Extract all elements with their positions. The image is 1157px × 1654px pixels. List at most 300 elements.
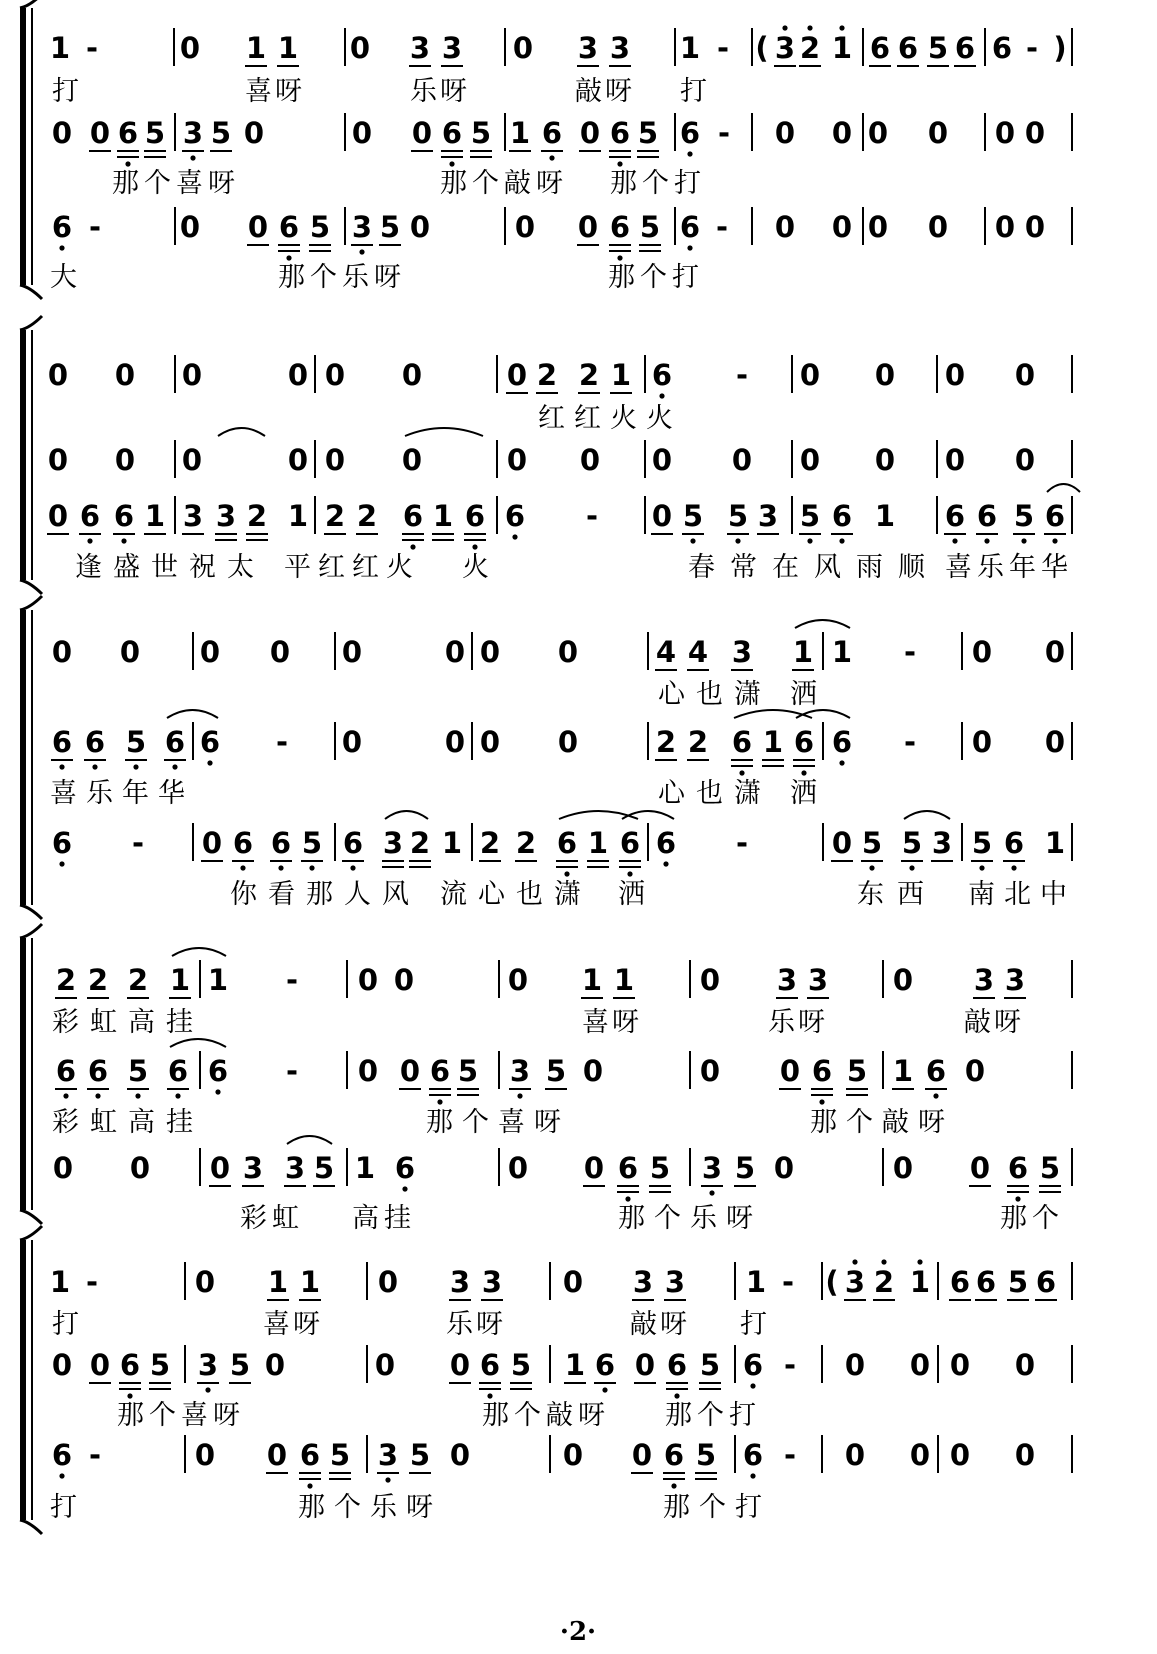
low-octave-dot	[207, 760, 212, 765]
system-bracket	[20, 330, 26, 580]
note-digit: 3	[1004, 963, 1026, 997]
note-digit: 6	[119, 1348, 141, 1382]
bracket-top-hook	[20, 596, 42, 610]
note-digit: 3	[774, 31, 796, 65]
note-digit: 3	[731, 635, 753, 669]
low-octave-dot	[687, 151, 692, 156]
note-digit: 5	[313, 1151, 335, 1185]
note-digit: 0	[1044, 725, 1066, 759]
note-digit: 0	[557, 635, 579, 669]
note-digit: 5	[329, 1438, 351, 1472]
note-digit: 1	[169, 963, 191, 997]
note-digit: 3	[844, 1265, 866, 1299]
note-digit: 0	[401, 443, 423, 477]
note-digit: 0	[631, 1438, 653, 1472]
note-digit: 3	[973, 963, 995, 997]
low-octave-dot	[437, 1099, 442, 1104]
high-octave-dot	[881, 1259, 886, 1264]
note-digit: 6	[1007, 1151, 1029, 1185]
note-digit: 0	[51, 1348, 73, 1382]
note-digit: 6	[609, 210, 631, 244]
note-digit: 2	[873, 1265, 895, 1299]
lyric-phrase: 敲呀	[630, 1309, 690, 1340]
note-digit: 0	[577, 210, 599, 244]
note-digit: 2	[655, 725, 677, 759]
note-digit: 1	[49, 31, 71, 65]
note-digit: 6	[731, 725, 753, 759]
slur	[385, 811, 428, 819]
extension-dash: -	[285, 1054, 299, 1088]
slur	[167, 710, 218, 718]
note-digit: 5	[510, 1348, 532, 1382]
note-digit: 0	[949, 1348, 971, 1382]
note-digit: 1	[564, 1348, 586, 1382]
note-digit: 0	[909, 1348, 931, 1382]
lyric-phrase: 春常在风雨顺	[688, 552, 940, 583]
slur	[218, 428, 265, 436]
note-digit: 6	[113, 499, 135, 533]
bracket-bottom-hook	[20, 285, 42, 299]
note-digit: 6	[679, 116, 701, 150]
low-octave-dot	[549, 155, 554, 160]
low-octave-dot	[602, 1387, 607, 1392]
low-octave-dot	[869, 865, 874, 870]
low-octave-dot	[449, 161, 454, 166]
note-digit: 1	[745, 1265, 767, 1299]
note-digit: 0	[964, 1054, 986, 1088]
note-digit: 2	[55, 963, 77, 997]
note-digit: 0	[699, 963, 721, 997]
note-digit: 0	[1024, 210, 1046, 244]
note-digit: 2	[246, 499, 268, 533]
note-digit: 3	[409, 31, 431, 65]
low-octave-dot	[801, 770, 806, 775]
lyric-phrase: 那个喜呀	[117, 1400, 245, 1431]
note-digit: 1	[267, 1265, 289, 1299]
note-digit: 6	[207, 1054, 229, 1088]
high-octave-dot	[807, 25, 812, 30]
note-digit: 1	[441, 826, 463, 860]
lyric-phrase: 那个喜呀	[112, 168, 240, 199]
lyric-phrase: 喜呀	[582, 1007, 642, 1038]
note-digit: 3	[242, 1151, 264, 1185]
note-digit: 2	[536, 358, 558, 392]
system-bracket	[20, 8, 26, 285]
note-digit: 0	[341, 635, 363, 669]
note-digit: 5	[927, 31, 949, 65]
note-digit: 6	[925, 1054, 947, 1088]
note-digit: 4	[687, 635, 709, 669]
note-digit: 0	[479, 635, 501, 669]
note-digit: 5	[649, 1151, 671, 1185]
note-digit: 3	[377, 1438, 399, 1472]
note-digit: 1	[613, 963, 635, 997]
note-digit: 0	[512, 31, 534, 65]
note-digit: 0	[773, 1151, 795, 1185]
note-digit: 5	[861, 826, 883, 860]
note-digit: 0	[243, 116, 265, 150]
note-digit: 6	[811, 1054, 833, 1088]
lyric-phrase: 那个喜呀	[426, 1107, 570, 1138]
low-octave-dot	[309, 865, 314, 870]
note-digit: 0	[266, 1438, 288, 1472]
note-digit: 5	[470, 116, 492, 150]
note-digit: 0	[507, 1151, 529, 1185]
note-digit: 0	[971, 725, 993, 759]
note-digit: 5	[409, 1438, 431, 1472]
note-digit: 6	[742, 1348, 764, 1382]
low-octave-dot	[627, 871, 632, 876]
note-digit: 0	[341, 725, 363, 759]
note-digit: 0	[874, 443, 896, 477]
slur	[172, 948, 226, 956]
extension-dash: -	[717, 116, 731, 150]
low-octave-dot	[512, 534, 517, 539]
note-digit: 0	[129, 1151, 151, 1185]
low-octave-dot	[121, 538, 126, 543]
note-digit: 1	[277, 31, 299, 65]
low-octave-dot	[1015, 1196, 1020, 1201]
low-octave-dot	[487, 1393, 492, 1398]
lyric-phrase: 洒	[790, 679, 817, 710]
note-digit: 3	[197, 1348, 219, 1382]
note-digit: 0	[89, 116, 111, 150]
note-digit: 0	[324, 443, 346, 477]
note-digit: 5	[309, 210, 331, 244]
note-digit: 0	[779, 1054, 801, 1088]
note-digit: 3	[701, 1151, 723, 1185]
lyric-phrase: 平红红火	[284, 552, 420, 583]
note-digit: 3	[757, 499, 779, 533]
note-digit: 2	[799, 31, 821, 65]
note-digit: 6	[55, 1054, 77, 1088]
low-octave-dot	[278, 865, 283, 870]
page-number: ·2·	[559, 1617, 597, 1647]
low-octave-dot	[671, 1483, 676, 1488]
low-octave-dot	[125, 161, 130, 166]
note-digit: 6	[464, 499, 486, 533]
note-digit: 0	[731, 443, 753, 477]
note-digit: 6	[619, 826, 641, 860]
lyric-phrase: 那个乐呀	[618, 1203, 762, 1234]
note-digit: 0	[562, 1265, 584, 1299]
note-digit: 0	[1044, 635, 1066, 669]
note-digit: 0	[1014, 1438, 1036, 1472]
note-digit: 5	[682, 499, 704, 533]
note-digit: 0	[507, 963, 529, 997]
low-octave-dot	[819, 1099, 824, 1104]
note-digit: 0	[994, 116, 1016, 150]
low-octave-dot	[984, 538, 989, 543]
note-digit: 6	[666, 1348, 688, 1382]
note-digit: 0	[867, 210, 889, 244]
note-digit: 5	[127, 1054, 149, 1088]
low-octave-dot	[1052, 538, 1057, 543]
note-digit: 1	[909, 1265, 931, 1299]
note-digit: 0	[114, 358, 136, 392]
note-digit: 6	[1044, 499, 1066, 533]
note-digit: 0	[47, 499, 69, 533]
lyric-phrase: 南北中	[968, 879, 1076, 910]
note-digit: 1	[610, 358, 632, 392]
note-digit: 5	[699, 1348, 721, 1382]
low-octave-dot	[410, 544, 415, 549]
slur	[734, 710, 812, 718]
note-digit: 6	[663, 1438, 685, 1472]
extension-dash: -	[715, 210, 729, 244]
slur	[796, 710, 850, 718]
low-octave-dot	[687, 245, 692, 250]
high-octave-dot	[839, 25, 844, 30]
low-octave-dot	[659, 393, 664, 398]
note-digit: 0	[892, 1151, 914, 1185]
low-octave-dot	[63, 1093, 68, 1098]
low-octave-dot	[59, 861, 64, 866]
lyric-phrase: 彩虹	[240, 1203, 304, 1234]
note-digit: 6	[954, 31, 976, 65]
note-digit: 2	[324, 499, 346, 533]
note-digit: 0	[774, 210, 796, 244]
note-digit: 0	[349, 31, 371, 65]
lyric-phrase: 红红火火	[538, 403, 682, 434]
low-octave-dot	[617, 161, 622, 166]
note-digit: 0	[944, 358, 966, 392]
extension-dash: -	[903, 635, 917, 669]
note-digit: 0	[377, 1265, 399, 1299]
extension-dash: -	[275, 725, 289, 759]
note-digit: 6	[51, 725, 73, 759]
note-digit: 5	[846, 1054, 868, 1088]
lyric-phrase: 心也潇	[658, 778, 772, 809]
note-digit: 3	[284, 1151, 306, 1185]
note-digit: 0	[1024, 116, 1046, 150]
note-digit: 0	[506, 443, 528, 477]
note-digit: 1	[831, 31, 853, 65]
slur	[1047, 484, 1080, 492]
low-octave-dot	[359, 249, 364, 254]
low-octave-dot	[674, 1393, 679, 1398]
bracket-top-hook	[20, 316, 42, 330]
note-digit: 6	[655, 826, 677, 860]
lyric-phrase: 打	[52, 1309, 79, 1340]
extension-dash: -	[735, 358, 749, 392]
note-digit: 6	[651, 358, 673, 392]
low-octave-dot	[135, 1093, 140, 1098]
note-digit: 6	[975, 1265, 997, 1299]
lyric-phrase: 那个乐呀	[278, 262, 406, 293]
extension-dash: -	[131, 826, 145, 860]
note-digit: 5	[1013, 499, 1035, 533]
note-digit: 6	[278, 210, 300, 244]
note-digit: 3	[382, 826, 404, 860]
lyric-phrase: 那个打	[610, 168, 706, 199]
note-digit: 2	[409, 826, 431, 860]
note-digit: 5	[545, 1054, 567, 1088]
note-digit: 1	[207, 963, 229, 997]
note-digit: 0	[699, 1054, 721, 1088]
low-octave-dot	[286, 255, 291, 260]
note-digit: 0	[357, 963, 379, 997]
note-digit: 5	[210, 116, 232, 150]
note-digit: 0	[51, 635, 73, 669]
slur	[622, 811, 674, 819]
lyric-phrase: 喜乐年华	[50, 778, 194, 809]
note-digit: 1	[892, 1054, 914, 1088]
note-digit: 6	[167, 1054, 189, 1088]
note-digit: 0	[399, 1054, 421, 1088]
interlude-close-paren: )	[1053, 31, 1067, 65]
extension-dash: -	[88, 210, 102, 244]
note-digit: 0	[583, 1151, 605, 1185]
note-digit: 1	[144, 499, 166, 533]
note-digit: 6	[869, 31, 891, 65]
note-digit: 5	[457, 1054, 479, 1088]
note-digit: 0	[179, 210, 201, 244]
note-digit: 6	[541, 116, 563, 150]
low-octave-dot	[350, 865, 355, 870]
note-digit: 0	[1014, 1348, 1036, 1382]
lyric-phrase: 心也潇	[658, 679, 772, 710]
extension-dash: -	[781, 1265, 795, 1299]
note-digit: 1	[1044, 826, 1066, 860]
note-digit: 0	[1014, 443, 1036, 477]
note-digit: 6	[232, 826, 254, 860]
note-digit: 0	[449, 1348, 471, 1382]
note-digit: 5	[144, 116, 166, 150]
system-bracket	[20, 610, 26, 905]
bracket-bottom-hook	[20, 1520, 42, 1534]
note-digit: 0	[199, 635, 221, 669]
note-digit: 0	[324, 358, 346, 392]
lyric-phrase: 彩虹高挂	[52, 1007, 204, 1038]
note-digit: 0	[514, 210, 536, 244]
note-digit: 5	[727, 499, 749, 533]
low-octave-dot	[839, 538, 844, 543]
low-octave-dot	[750, 1383, 755, 1388]
note-digit: 1	[762, 725, 784, 759]
low-octave-dot	[750, 1473, 755, 1478]
note-digit: 5	[301, 826, 323, 860]
lyric-phrase: 东西	[857, 879, 937, 910]
note-digit: 6	[742, 1438, 764, 1472]
low-octave-dot	[1021, 538, 1026, 543]
low-octave-dot	[133, 764, 138, 769]
lyric-phrase: 你看那人风	[230, 879, 420, 910]
note-digit: 0	[201, 826, 223, 860]
note-digit: 0	[194, 1438, 216, 1472]
lyric-phrase: 那个打	[665, 1400, 761, 1431]
low-octave-dot	[385, 1477, 390, 1482]
note-digit: 0	[799, 358, 821, 392]
note-digit: 6	[342, 826, 364, 860]
note-digit: 6	[51, 1438, 73, 1472]
system-bracket	[20, 938, 26, 1210]
extension-dash: -	[1025, 31, 1039, 65]
note-digit: 3	[807, 963, 829, 997]
note-digit: 6	[1035, 1265, 1057, 1299]
note-digit: 1	[874, 499, 896, 533]
note-digit: 5	[637, 116, 659, 150]
note-digit: 0	[844, 1438, 866, 1472]
note-digit: 3	[632, 1265, 654, 1299]
note-digit: 0	[374, 1348, 396, 1382]
slur	[904, 811, 950, 819]
extension-dash: -	[783, 1348, 797, 1382]
note-digit: 0	[867, 116, 889, 150]
note-digit: 6	[394, 1151, 416, 1185]
low-octave-dot	[172, 764, 177, 769]
note-digit: 4	[655, 635, 677, 669]
note-digit: 6	[949, 1265, 971, 1299]
note-digit: 0	[264, 1348, 286, 1382]
extension-dash: -	[85, 1265, 99, 1299]
slur	[287, 1136, 332, 1144]
note-digit: 0	[181, 358, 203, 392]
note-digit: 0	[209, 1151, 231, 1185]
note-digit: 1	[49, 1265, 71, 1299]
note-digit: 5	[379, 210, 401, 244]
low-octave-dot	[240, 865, 245, 870]
lyric-phrase: 火	[462, 552, 489, 583]
low-octave-dot	[739, 770, 744, 775]
note-digit: 6	[51, 826, 73, 860]
note-digit: 0	[287, 443, 309, 477]
note-digit: 3	[509, 1054, 531, 1088]
note-digit: 0	[892, 963, 914, 997]
low-octave-dot	[617, 255, 622, 260]
note-digit: 0	[651, 443, 673, 477]
low-octave-dot	[59, 245, 64, 250]
note-digit: 3	[215, 499, 237, 533]
low-octave-dot	[909, 865, 914, 870]
extension-dash: -	[585, 499, 599, 533]
note-digit: 0	[909, 1438, 931, 1472]
note-digit: 6	[164, 725, 186, 759]
low-octave-dot	[933, 1093, 938, 1098]
interlude-open-paren: (	[825, 1265, 839, 1299]
lyric-phrase: 那个敲呀	[440, 168, 568, 199]
note-digit: 6	[79, 499, 101, 533]
note-digit: 0	[393, 963, 415, 997]
note-digit: 0	[927, 116, 949, 150]
note-digit: 0	[444, 635, 466, 669]
bracket-bottom-hook	[20, 1210, 42, 1224]
note-digit: 3	[449, 1265, 471, 1299]
high-octave-dot	[917, 1259, 922, 1264]
note-digit: 6	[429, 1054, 451, 1088]
note-digit: 2	[515, 826, 537, 860]
note-digit: 5	[799, 499, 821, 533]
note-digit: 0	[506, 358, 528, 392]
note-digit: 6	[609, 116, 631, 150]
low-octave-dot	[625, 1196, 630, 1201]
note-digit: 0	[194, 1265, 216, 1299]
note-digit: 6	[51, 210, 73, 244]
note-digit: 6	[831, 499, 853, 533]
note-digit: 3	[182, 499, 204, 533]
lyric-phrase: 打	[50, 1492, 77, 1523]
note-digit: 0	[557, 725, 579, 759]
note-digit: 0	[179, 31, 201, 65]
low-octave-dot	[402, 1186, 407, 1191]
note-digit: 1	[587, 826, 609, 860]
note-digit: 1	[299, 1265, 321, 1299]
lyric-phrase: 那个打	[663, 1492, 771, 1523]
note-digit: 0	[47, 443, 69, 477]
note-digit: 3	[481, 1265, 503, 1299]
lyric-phrase: 逢盛世祝太	[75, 552, 265, 583]
low-octave-dot	[205, 1387, 210, 1392]
